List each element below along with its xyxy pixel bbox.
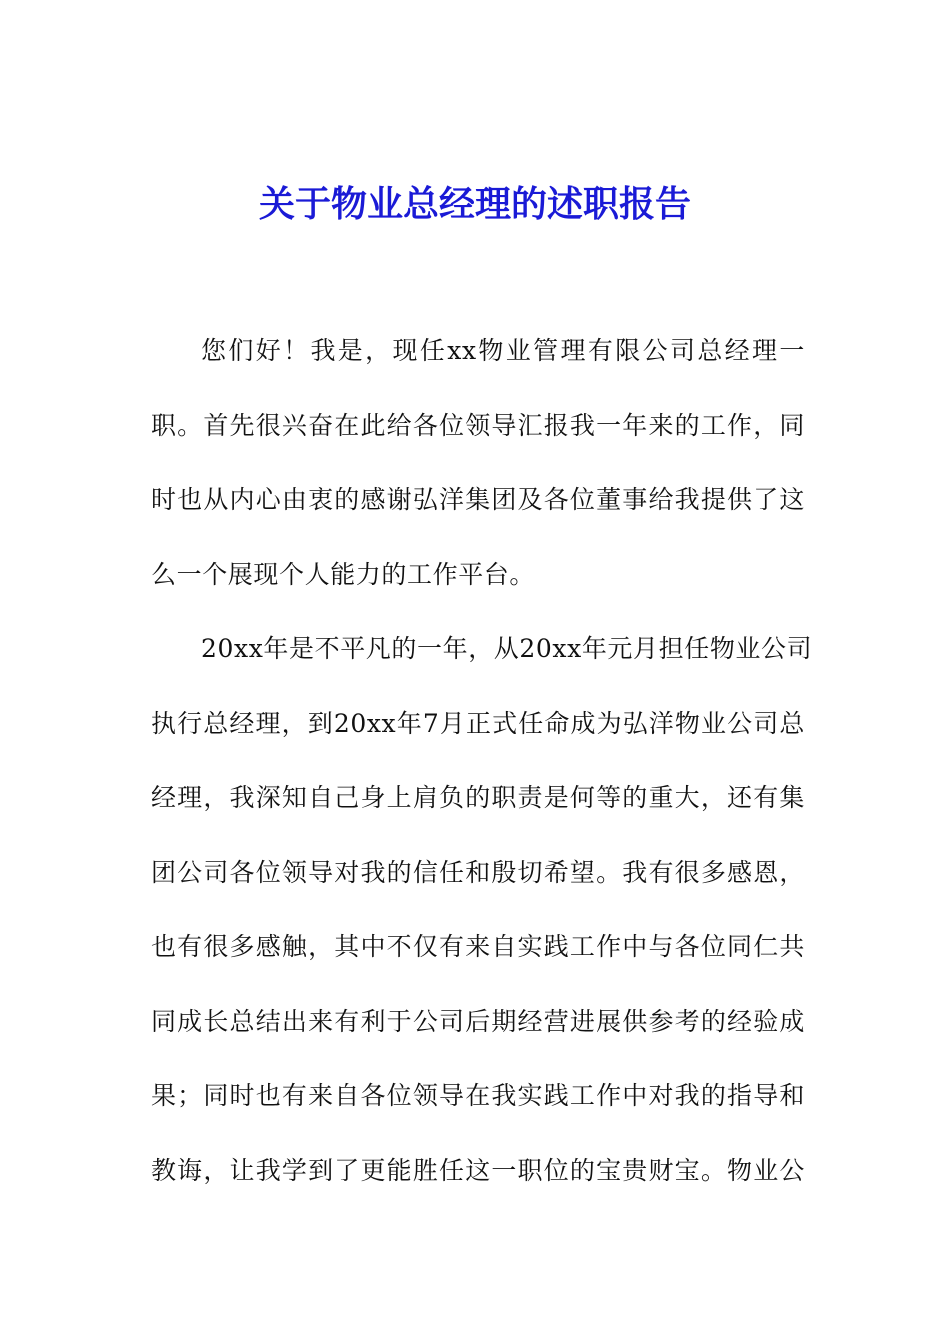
paragraph-2-line-5: 也有很多感触，其中不仅有来自实践工作中与各位同仁共 [151,932,805,961]
paragraph-2-line-6: 同成长总结出来有利于公司后期经营进展供参考的经验成 [151,1006,805,1036]
paragraph-1-line-2: 职。首先很兴奋在此给各位领导汇报我一年来的工作，同 [151,410,805,440]
paragraph-1-line-3: 时也从内心由衷的感谢弘洋集团及各位董事给我提供了这 [151,485,805,514]
paragraph-2-line-7: 果；同时也有来自各位领导在我实践工作中对我的指导和 [151,1081,805,1110]
paragraph-2-line-3: 经理，我深知自己身上肩负的职责是何等的重大，还有集 [151,783,805,812]
paragraph-2-line-8: 教诲，让我学到了更能胜任这一职位的宝贵财宝。物业公 [151,1155,805,1185]
paragraph-2-line-4: 团公司各位领导对我的信任和殷切希望。我有很多感恩， [151,857,805,887]
paragraph-1-line-1: 您们好！我是，现任xx物业管理有限公司总经理一 [201,336,805,365]
paragraph-2-line-2: 执行总经理，到20xx年7月正式任命成为弘洋物业公司总 [151,708,805,738]
paragraph-2-line-1: 20xx年是不平凡的一年，从20xx年元月担任物业公司 [201,634,813,663]
document-body [151,324,813,1218]
document-title: 关于物业总经理的述职报告 [258,183,691,225]
paragraph-1-line-4: 么一个展现个人能力的工作平台。 [151,559,536,589]
